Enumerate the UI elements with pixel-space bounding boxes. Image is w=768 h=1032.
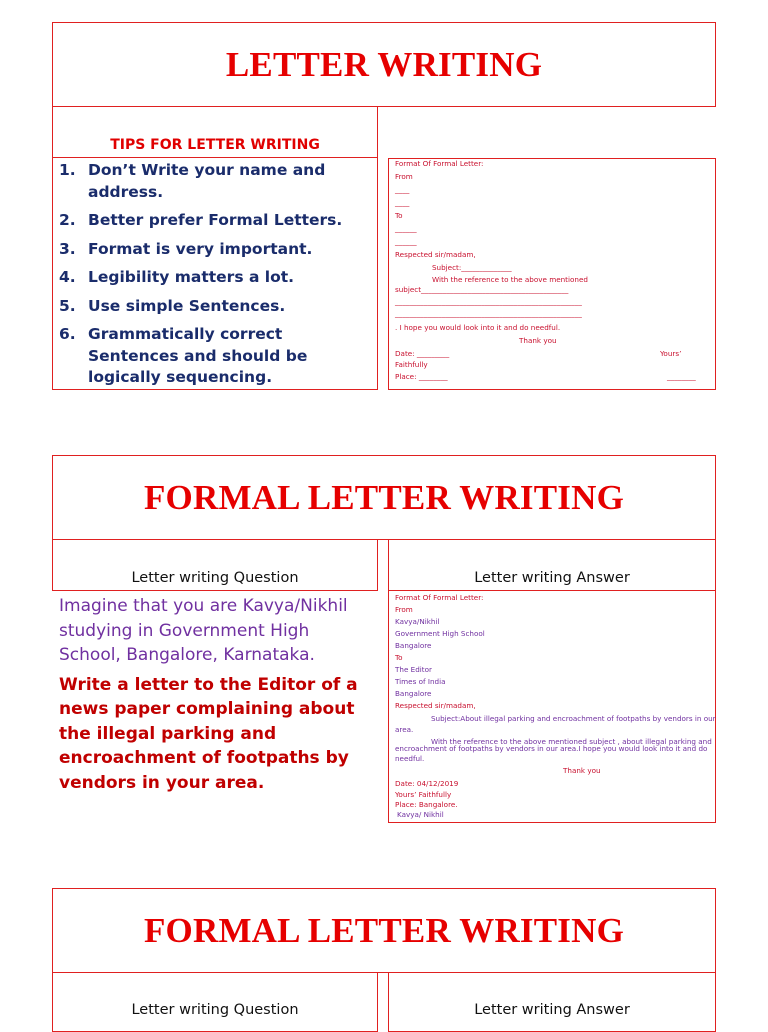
answer-heading-box bbox=[388, 539, 716, 591]
format-from: From bbox=[395, 172, 413, 181]
answer-heading-line: Format Of Formal Letter: bbox=[395, 593, 484, 602]
format-signature: ________ bbox=[667, 372, 696, 381]
answer-heading: Letter writing Answer bbox=[474, 570, 630, 586]
question-heading-box bbox=[52, 972, 378, 1032]
tip-item: 6. Grammatically correct Sentences and should be logically sequencing. bbox=[59, 325, 308, 386]
tip-item: 1. Don’t Write your name and address. bbox=[59, 161, 326, 201]
answer-salutation: Respected sir/madam, bbox=[395, 701, 476, 710]
section1-title-box bbox=[52, 22, 716, 107]
format-subject: Subject:______________ bbox=[432, 263, 512, 272]
format-faithfully: Faithfully bbox=[395, 360, 428, 369]
question-heading-box bbox=[52, 539, 378, 591]
format-blank: ______ bbox=[395, 237, 417, 246]
answer-subject-cont: area. bbox=[395, 725, 414, 734]
tips-list bbox=[59, 160, 374, 396]
tips-heading-box bbox=[52, 106, 378, 158]
section2-title: FORMAL LETTER WRITING bbox=[143, 477, 625, 517]
answer-paper: Times of India bbox=[395, 677, 446, 686]
answer-city2: Bangalore bbox=[395, 689, 432, 698]
answer-editor: The Editor bbox=[395, 665, 432, 674]
answer-from: From bbox=[395, 605, 413, 614]
format-place: Place: ________ bbox=[395, 372, 448, 381]
section1-title: LETTER WRITING bbox=[225, 44, 543, 84]
question-heading: Letter writing Question bbox=[131, 1002, 299, 1018]
tips-heading: TIPS FOR LETTER WRITING bbox=[110, 137, 320, 153]
answer-name: Kavya/Nikhil bbox=[395, 617, 440, 626]
format-blank-long: ____________________________________________________ bbox=[395, 309, 582, 318]
answer-heading-box bbox=[388, 972, 716, 1032]
answer-yours: Yours’ Faithfully bbox=[395, 790, 452, 799]
answer-thanks: Thank you bbox=[563, 766, 601, 775]
tip-item: 3. Format is very important. bbox=[59, 239, 313, 258]
format-blank: ____ bbox=[395, 198, 410, 207]
format-to: To bbox=[395, 211, 403, 220]
format-blank: ____ bbox=[395, 185, 410, 194]
tip-item: 2. Better prefer Formal Letters. bbox=[59, 211, 343, 229]
format-reference: With the reference to the above mentioned bbox=[432, 275, 588, 284]
format-blank-long: ____________________________________________________ bbox=[395, 297, 582, 306]
question-task: Write a letter to the Editor of a news paper complaining about the illegal parking and encroachment of footpaths by vendors in your area. bbox=[59, 674, 358, 793]
answer-body: encroachment of footpaths by vendors in our area.I hope you would look into it and do bbox=[395, 744, 708, 753]
answer-school: Government High School bbox=[395, 629, 485, 638]
question-text bbox=[59, 594, 359, 795]
format-date: Date: _________ bbox=[395, 349, 450, 358]
format-yours: Yours’ bbox=[660, 349, 682, 358]
answer-signature: Kavya/ Nikhil bbox=[397, 810, 444, 819]
format-thanks: Thank you bbox=[519, 336, 557, 345]
section2-title-box bbox=[52, 455, 716, 540]
format-closing: . I hope you would look into it and do needful. bbox=[395, 323, 561, 332]
format-salutation: Respected sir/madam, bbox=[395, 250, 476, 259]
question-heading: Letter writing Question bbox=[131, 570, 299, 586]
answer-place: Place: Bangalore. bbox=[395, 800, 458, 809]
answer-body: needful. bbox=[395, 754, 425, 763]
format-subject-line: subject_________________________________________ bbox=[395, 285, 569, 294]
tip-item: 4. Legibility matters a lot. bbox=[59, 268, 295, 286]
format-heading: Format Of Formal Letter: bbox=[395, 159, 484, 168]
question-intro: Imagine that you are Kavya/Nikhil studying in Government High School, Bangalore, Karnataka. bbox=[59, 596, 348, 665]
section3-title: FORMAL LETTER WRITING bbox=[143, 910, 625, 950]
answer-to: To bbox=[395, 653, 403, 662]
answer-subject: Subject:About illegal parking and encroachment of footpaths by vendors in our bbox=[431, 714, 716, 723]
answer-city: Bangalore bbox=[395, 641, 432, 650]
format-blank: ______ bbox=[395, 224, 417, 233]
section3-title-box bbox=[52, 888, 716, 973]
answer-body: With the reference to the above mentioned subject , about illegal parking and bbox=[431, 737, 712, 746]
answer-date: Date: 04/12/2019 bbox=[395, 779, 459, 788]
tip-item: 5. Use simple Sentences. bbox=[59, 296, 286, 315]
answer-heading: Letter writing Answer bbox=[474, 1002, 630, 1018]
